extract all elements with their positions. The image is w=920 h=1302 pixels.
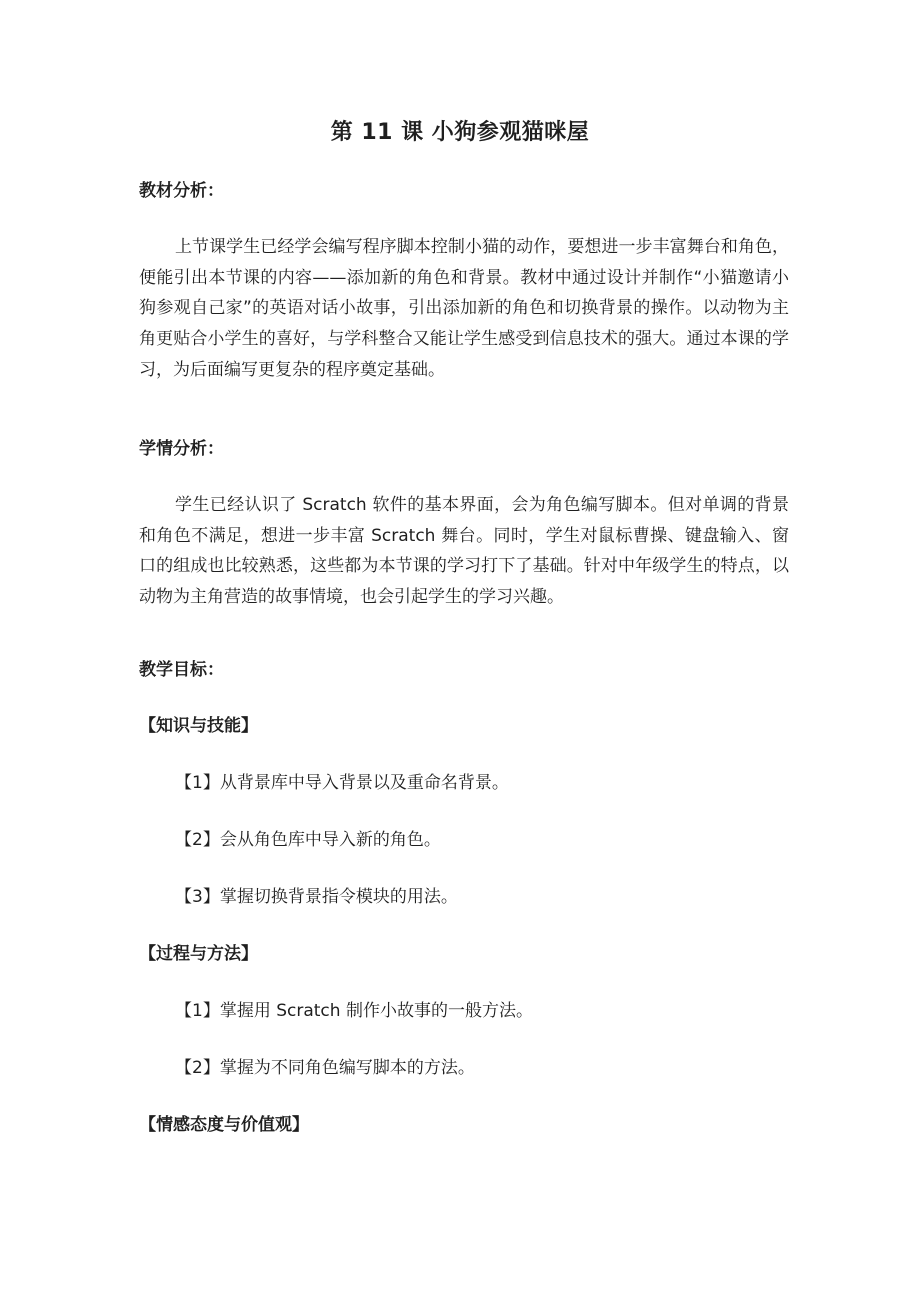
list-item-knowledge-1: 【1】从背景库中导入背景以及重命名背景。 [175, 773, 509, 793]
list-item-knowledge-3: 【3】掌握切换背景指令模块的用法。 [175, 887, 458, 907]
heading-teaching-goals: 教学目标： [139, 660, 224, 680]
heading-process-methods: 【过程与方法】 [139, 944, 258, 964]
list-item-knowledge-2: 【2】会从角色库中导入新的角色。 [175, 830, 441, 850]
list-item-process-2: 【2】掌握为不同角色编写脚本的方法。 [175, 1058, 475, 1078]
heading-knowledge-skills: 【知识与技能】 [139, 716, 258, 736]
heading-material-analysis: 教材分析： [139, 181, 224, 201]
paragraph-material-analysis: 上节课学生已经学会编写程序脚本控制小猫的动作，要想进一步丰富舞台和角色，便能引出本节课的内容——添加新的角色和背景。教材中通过设计并制作“小猫邀请小狗参观自己家”的英语对话小故事，引出添加新的角色和切换背景的操作。以动物为主角更贴合小学生的喜好，与学科整合又能让学生感受到信息技术的强大。通过本课的学习，为后面编写更复杂的程序奠定基础。 [139, 237, 789, 380]
list-item-process-1: 【1】掌握用 Scratch 制作小故事的一般方法。 [175, 1001, 533, 1021]
paragraph-student-analysis: 学生已经认识了 Scratch 软件的基本界面，会为角色编写脚本。但对单调的背景和角色不满足，想进一步丰富 Scratch 舞台。同时，学生对鼠标曹操、键盘输入、窗口的组成也比较熟悉，这些都为本节课的学习打下了基础。针对中年级学生的特点，以动物为主角营造的故事情境，也会引起学生的学习兴趣。 [139, 495, 789, 608]
heading-student-analysis: 学情分析： [139, 439, 224, 459]
heading-attitude-values: 【情感态度与价值观】 [139, 1115, 309, 1135]
page-title: 第 11 课 小狗参观猫咪屋 [330, 120, 590, 145]
